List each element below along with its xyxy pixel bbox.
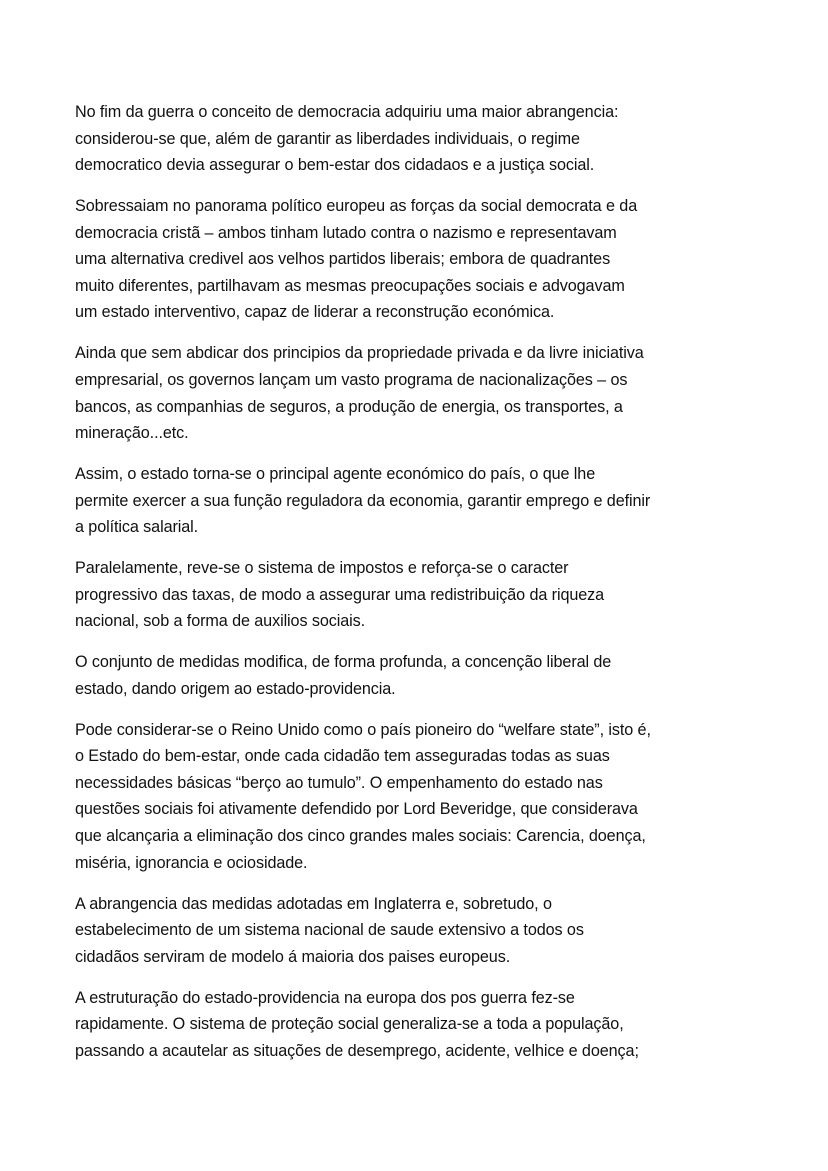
text-line: Assim, o estado torna-se o principal agente económico do país, o que lhe — [75, 465, 596, 484]
paragraph — [75, 717, 775, 877]
paragraph — [75, 340, 775, 446]
paragraph — [75, 99, 775, 179]
document-page — [75, 99, 775, 1079]
text-line: A abrangencia das medidas adotadas em Inglaterra e, sobretudo, o — [75, 894, 552, 913]
text-line: miséria, ignorancia e ociosidade. — [75, 853, 308, 872]
text-line: permite exercer a sua função reguladora da economia, garantir emprego e definir — [75, 491, 651, 510]
text-line: muito diferentes, partilhavam as mesmas preocupações sociais e advogavam — [75, 276, 625, 295]
text-line: a política salarial. — [75, 518, 199, 537]
text-line: estado, dando origem ao estado-providencia. — [75, 679, 396, 698]
text-line: A estruturação do estado-providencia na europa dos pos guerra fez-se — [75, 988, 575, 1007]
text-line: empresarial, os governos lançam um vasto programa de nacionalizações – os — [75, 370, 628, 389]
text-line: democracia cristã – ambos tinham lutado contra o nazismo e representavam — [75, 223, 617, 242]
text-line: progressivo das taxas, de modo a assegurar uma redistribuição da riqueza — [75, 585, 605, 604]
text-line: Sobressaiam no panorama político europeu as forças da social democrata e da — [75, 197, 638, 216]
text-line: mineração...etc. — [75, 424, 189, 443]
paragraph — [75, 555, 775, 635]
text-line: uma alternativa credivel aos velhos partidos liberais; embora de quadrantes — [75, 250, 611, 269]
text-line: bancos, as companhias de seguros, a produção de energia, os transportes, a — [75, 397, 623, 416]
text-line: considerou-se que, além de garantir as liberdades individuais, o regime — [75, 129, 580, 148]
paragraph — [75, 985, 775, 1065]
text-line: que alcançaria a eliminação dos cinco grandes males sociais: Carencia, doença, — [75, 827, 646, 846]
paragraph — [75, 649, 775, 702]
text-line: estabelecimento de um sistema nacional de saude extensivo a todos os — [75, 921, 584, 940]
text-line: necessidades básicas “berço ao tumulo”. O empenhamento do estado nas — [75, 773, 603, 792]
text-line: passando a acautelar as situações de desemprego, acidente, velhice e doença; — [75, 1041, 639, 1060]
text-line: O conjunto de medidas modifica, de forma profunda, a concenção liberal de — [75, 653, 612, 672]
text-line: democratico devia assegurar o bem-estar dos cidadaos e a justiça social. — [75, 156, 595, 175]
text-line: o Estado do bem-estar, onde cada cidadão tem asseguradas todas as suas — [75, 747, 610, 766]
text-line: nacional, sob a forma de auxilios sociais. — [75, 612, 366, 631]
text-line: No fim da guerra o conceito de democracia adquiriu uma maior abrangencia: — [75, 103, 619, 121]
text-line: Ainda que sem abdicar dos principios da propriedade privada e da livre iniciativa — [75, 344, 644, 363]
paragraph — [75, 891, 775, 971]
text-line: questões sociais foi ativamente defendido por Lord Beveridge, que considerava — [75, 800, 638, 819]
text-line: Pode considerar-se o Reino Unido como o país pioneiro do “welfare state”, isto é, — [75, 720, 651, 739]
text-line: Paralelamente, reve-se o sistema de impostos e reforça-se o caracter — [75, 559, 569, 578]
text-line: um estado interventivo, capaz de liderar a reconstrução económica. — [75, 303, 555, 322]
text-line: rapidamente. O sistema de proteção social generaliza-se a toda a população, — [75, 1015, 624, 1034]
paragraph — [75, 193, 775, 326]
text-line: cidadãos serviram de modelo á maioria dos paises europeus. — [75, 947, 511, 966]
paragraph — [75, 461, 775, 541]
